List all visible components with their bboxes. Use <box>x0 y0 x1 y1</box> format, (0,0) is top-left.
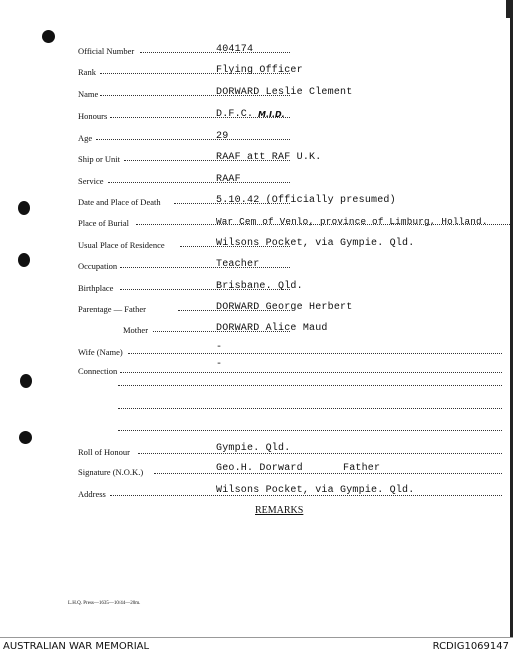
punch-hole <box>18 253 30 267</box>
field-residence <box>78 236 498 250</box>
field-label: Date and Place of Death <box>78 197 161 207</box>
field-official-number <box>78 42 478 56</box>
field-roll-of-honour <box>78 443 502 457</box>
field-mother <box>78 321 478 335</box>
field-value: 404174 <box>216 44 254 55</box>
blank-line <box>118 408 502 409</box>
field-label: Place of Burial <box>78 218 129 228</box>
field-value: RAAF <box>216 174 241 185</box>
field-connection <box>78 359 502 376</box>
field-value: 5.10.42 (Officially presumed) <box>216 195 396 206</box>
field-label: Roll of Honour <box>78 447 130 457</box>
field-label: Service <box>78 176 104 186</box>
field-label: Signature (N.O.K.) <box>78 467 144 477</box>
field-label: Rank <box>78 67 96 77</box>
field-label: Birthplace <box>78 283 114 293</box>
field-birthplace <box>78 279 478 293</box>
blank-line <box>118 385 502 386</box>
field-value: Brisbane. Qld. <box>216 281 303 292</box>
field-date-place-death <box>78 193 498 207</box>
record-id: RCDIG1069147 <box>432 641 509 652</box>
archive-footer <box>0 637 513 655</box>
field-value: War Cem of Venlo, province of Limburg, Holland. <box>216 216 488 227</box>
field-label: Usual Place of Residence <box>78 240 165 250</box>
field-occupation <box>78 257 478 271</box>
field-signature <box>78 463 502 477</box>
field-honours <box>78 107 478 121</box>
field-wife <box>78 343 502 357</box>
field-label: Wife (Name) <box>78 347 123 357</box>
field-value: DORWARD Alice Maud <box>216 323 328 334</box>
field-value-relation: Father <box>343 463 381 474</box>
field-value: Gympie. Qld. <box>216 443 291 454</box>
punch-hole <box>42 30 55 43</box>
field-age <box>78 129 478 143</box>
field-rank <box>78 63 478 77</box>
field-place-of-burial <box>78 214 510 228</box>
field-value: D.F.C. <box>216 109 254 120</box>
field-value: Flying Officer <box>216 65 303 76</box>
punch-hole <box>20 374 32 388</box>
handwritten-annotation: M.I.D. <box>258 110 285 119</box>
field-address <box>78 485 502 499</box>
blank-line <box>118 430 502 431</box>
field-label: Address <box>78 489 106 499</box>
field-value: Wilsons Pocket, via Gympie. Qld. <box>216 485 415 496</box>
field-value: 29 <box>216 131 229 142</box>
field-value: Teacher <box>216 259 260 270</box>
punch-hole <box>18 201 30 215</box>
field-label: Age <box>78 133 93 143</box>
field-ship-or-unit <box>78 150 478 164</box>
field-label: Ship or Unit <box>78 154 121 164</box>
field-value: RAAF att RAF U.K. <box>216 152 322 163</box>
punch-hole <box>19 431 32 444</box>
field-value: - <box>216 359 223 370</box>
field-label: Occupation <box>78 261 118 271</box>
form-code: L.H.Q. Press—1635—10/44—20m. <box>68 601 141 606</box>
archive-name: AUSTRALIAN WAR MEMORIAL <box>3 641 150 652</box>
remarks-heading: REMARKS <box>255 505 304 516</box>
field-name <box>78 85 478 99</box>
field-father <box>78 300 478 314</box>
field-label: Name <box>78 89 99 99</box>
field-value: Wilsons Pocket, via Gympie. Qld. <box>216 238 415 249</box>
field-value: DORWARD Leslie Clement <box>216 87 353 98</box>
field-label: Mother <box>123 325 149 335</box>
field-label: Official Number <box>78 46 135 56</box>
field-value: DORWARD George Herbert <box>216 302 353 313</box>
field-service <box>78 172 478 186</box>
field-value: - <box>216 342 223 353</box>
field-label: Parentage — Father <box>78 304 146 314</box>
field-value: Geo.H. Dorward <box>216 463 303 474</box>
field-label: Honours <box>78 111 108 121</box>
field-label: Connection <box>78 366 118 376</box>
